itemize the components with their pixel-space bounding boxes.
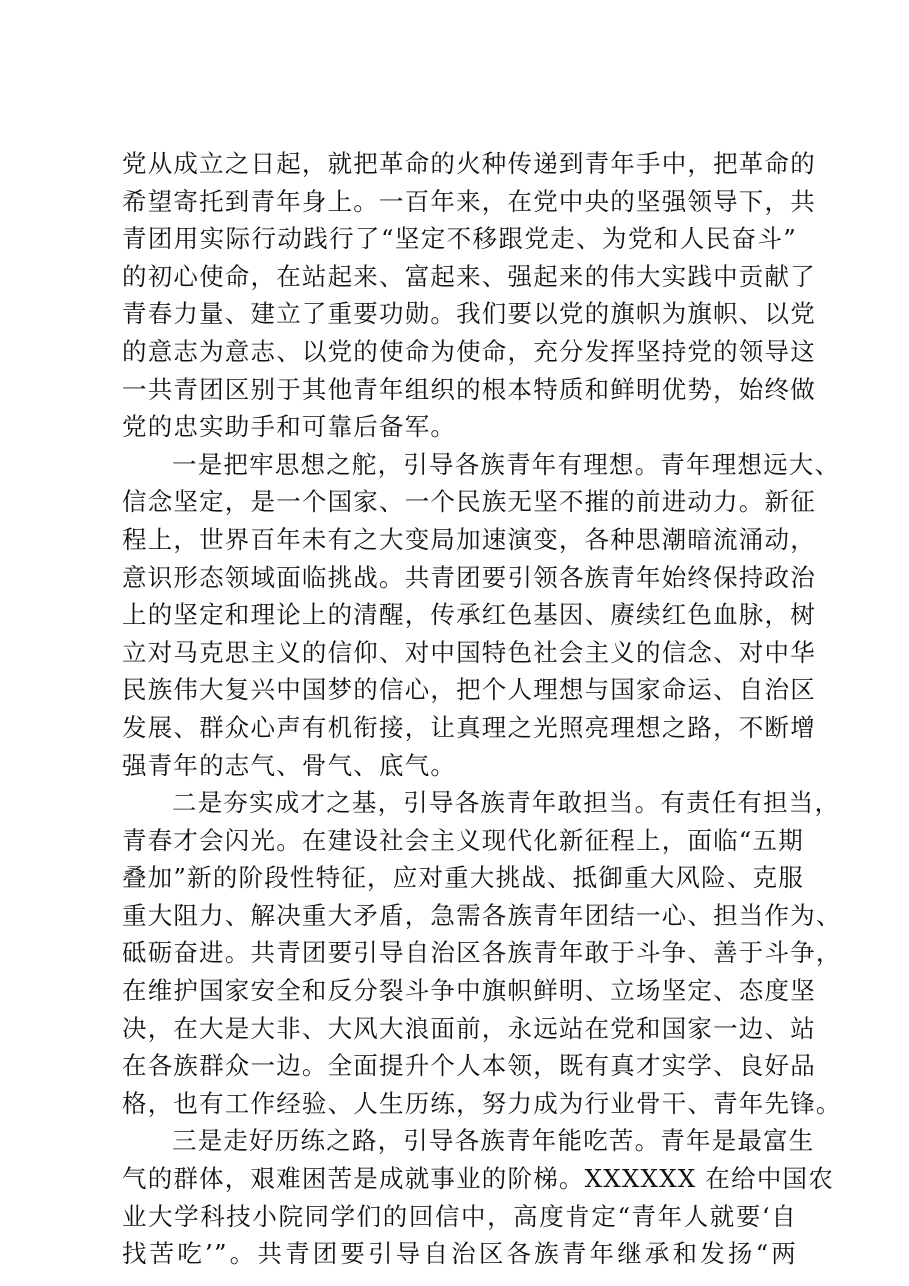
text-line: 强青年的志气、骨气、底气。 [122, 750, 457, 780]
text-line: 发展、群众心声有机衔接，让真理之光照亮理想之路，不断增 [122, 712, 816, 742]
text-line: 意识形态领域面临挑战。共青团要引领各族青年始终保持政治 [122, 562, 816, 592]
text-line: 党从成立之日起，就把革命的火种传递到青年手中，把革命的 [122, 149, 816, 178]
paragraph-3 [122, 784, 842, 1122]
paragraph-1 [122, 145, 816, 446]
text-line: 青春力量、建立了重要功勋。我们要以党的旗帜为旗帜、以党 [122, 299, 816, 329]
text-line: 格，也有工作经验、人生历练，努力成为行业骨干、青年先锋。 [122, 1088, 842, 1118]
text-line: 在各族群众一边。全面提升个人本领，既有真才实学、良好品 [122, 1051, 816, 1081]
paragraph-2 [122, 446, 841, 784]
text-line: 三是走好历练之路，引导各族青年能吃苦。青年是最富生 [172, 1126, 815, 1156]
text-line: 青春才会闪光。在建设社会主义现代化新征程上，面临“五期 [122, 825, 804, 855]
text-line: 决，在大是大非、大风大浪面前，永远站在党和国家一边、站 [122, 1013, 816, 1043]
document-body [122, 145, 842, 1273]
text-line: 青团用实际行动践行了“坚定不移跟党走、为党和人民奋斗” [122, 224, 797, 254]
text-line: 找苦吃’”。共青团要引导自治区各族青年继承和发扬“两 [122, 1239, 797, 1269]
text-line: 在维护国家安全和反分裂斗争中旗帜鲜明、立场坚定、态度坚 [122, 976, 816, 1006]
text-line: 二是夯实成才之基，引导各族青年敢担当。有责任有担当， [172, 788, 841, 818]
text-line: 一是把牢思想之舵，引导各族青年有理想。青年理想远大、 [172, 449, 841, 479]
text-line: 程上，世界百年未有之大变局加速演变，各种思潮暗流涌动， [122, 524, 816, 554]
text-line: 立对马克思主义的信仰、对中国特色社会主义的信念、对中华 [122, 637, 816, 667]
text-line: 一共青团区别于其他青年组织的根本特质和鲜明优势，始终做 [122, 374, 816, 404]
text-line: 的意志为意志、以党的使命为使命，充分发挥坚持党的领导这 [122, 336, 816, 366]
text-line: 业大学科技小院同学们的回信中，高度肯定“青年人就要‘自 [122, 1201, 797, 1231]
text-line: 叠加”新的阶段性特征，应对重大挑战、抵御重大风险、克服 [122, 863, 804, 893]
paragraph-4 [122, 1122, 834, 1272]
text-line: 气的群体，艰难困苦是成就事业的阶梯。XXXXXX 在给中国农 [122, 1164, 834, 1194]
text-line: 砥砺奋进。共青团要引导自治区各族青年敢于斗争、善于斗争， [122, 938, 842, 968]
text-line: 的初心使命，在站起来、富起来、强起来的伟大实践中贡献了 [122, 261, 816, 291]
text-line: 信念坚定，是一个国家、一个民族无坚不摧的前进动力。新征 [122, 487, 816, 517]
text-line: 希望寄托到青年身上。一百年来，在党中央的坚强领导下，共 [122, 186, 816, 216]
text-line: 党的忠实助手和可靠后备军。 [122, 412, 457, 442]
text-line: 重大阻力、解决重大矛盾，急需各族青年团结一心、担当作为、 [122, 900, 842, 930]
text-line: 民族伟大复兴中国梦的信心，把个人理想与国家命运、自治区 [122, 675, 816, 705]
text-line: 上的坚定和理论上的清醒，传承红色基因、赓续红色血脉，树 [122, 600, 816, 630]
